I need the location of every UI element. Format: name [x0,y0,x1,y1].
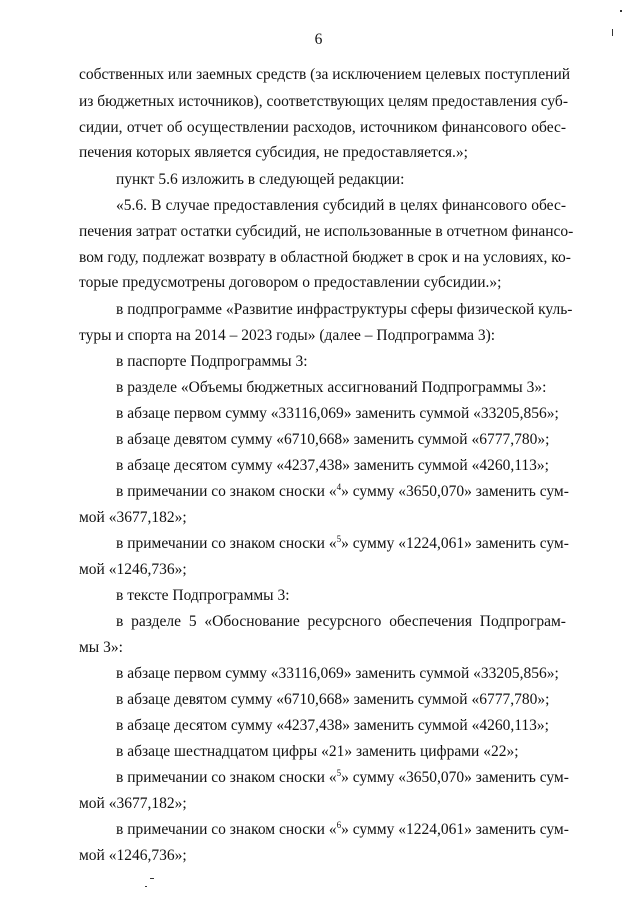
scan-speck [620,10,622,12]
text-line: мой «1246,736»; [79,847,187,864]
word: «Обоснование [204,613,300,630]
footnote-line [116,819,569,839]
footnote-text: в примечании со знаком сноски « [116,535,337,552]
page-number: 6 [314,31,323,48]
scan-speck [145,886,147,887]
footnote-line [116,481,569,501]
footnote-text: в примечании со знаком сноски « [116,821,337,838]
footnote-text: » сумму «1224,061» заменить сум- [341,535,569,552]
word: в [116,613,124,630]
section-heading-line [116,613,566,631]
text-line: мы 3»: [79,639,123,656]
word: Подпрограм- [479,613,566,630]
text-line: пункт 5.6 изложить в следующей редакции: [116,171,405,188]
footnote-text: в примечании со знаком сноски « [116,769,337,786]
text-line: в абзаце первом сумму «33116,069» заменить суммой «33205,856»; [116,405,559,422]
footnote-text: » сумму «1224,061» заменить сум- [341,821,569,838]
text-line: печения затрат остатки субсидий, не использованные в отчетном финансо- [79,223,574,240]
text-line: в разделе «Объемы бюджетных ассигнований Подпрограммы 3»: [116,379,547,396]
footnote-line [116,533,569,553]
footnote-text: в примечании со знаком сноски « [116,483,337,500]
text-line: в паспорте Подпрограммы 3: [116,353,308,370]
text-line: «5.6. В случае предоставления субсидий в целях финансового обес- [116,197,566,214]
text-line: мой «3677,182»; [79,509,187,526]
scan-speck [150,878,154,879]
word: 5 [188,613,197,630]
footnote-text: » сумму «3650,070» заменить сум- [341,769,569,786]
text-line: туры и спорта на 2014 – 2023 годы» (далее – Подпрограмма 3): [79,327,496,344]
text-line: собственных или заемных средств (за исключением целевых поступлений [79,66,571,83]
text-line: в абзаце девятом сумму «6710,668» заменить суммой «6777,780»; [116,431,550,448]
footnote-mark: 4 [336,481,342,492]
text-line: сидии, отчет об осуществлении расходов, источником финансового обес- [79,119,566,136]
footnote-line [116,767,569,787]
text-line: в абзаце шестнадцатом цифры «21» заменить цифрами «22»; [116,743,519,760]
footnote-mark: 6 [336,819,342,830]
text-line: мой «1246,736»; [79,561,187,578]
text-line: мой «3677,182»; [79,795,187,812]
text-line: в абзаце десятом сумму «4237,438» заменить суммой «4260,113»; [116,457,549,474]
text-line: в тексте Подпрограммы 3: [116,587,290,604]
text-line: в абзаце девятом сумму «6710,668» заменить суммой «6777,780»; [116,691,550,708]
footnote-mark: 5 [336,533,342,544]
text-line: в абзаце первом сумму «33116,069» заменить суммой «33205,856»; [116,665,559,682]
text-line: в абзаце десятом сумму «4237,438» заменить суммой «4260,113»; [116,717,549,734]
text-line: торые предусмотрены договором о предоставлении субсидии.»; [79,274,502,291]
word: ресурсного [307,613,382,630]
word: разделе [131,613,181,630]
text-line: из бюджетных источников), соответствующих целям предоставления суб- [79,93,568,110]
text-line: в подпрограмме «Развитие инфраструктуры сферы физической куль- [116,301,573,318]
scan-speck [612,29,613,36]
footnote-mark: 5 [336,767,342,778]
footnote-text: » сумму «3650,070» заменить сум- [341,483,569,500]
text-line: вом году, подлежат возврату в областной бюджет в срок и на условиях, ко- [79,249,571,266]
word: обеспечения [389,613,472,630]
text-line: печения которых является субсидия, не предоставляется.»; [79,144,468,161]
